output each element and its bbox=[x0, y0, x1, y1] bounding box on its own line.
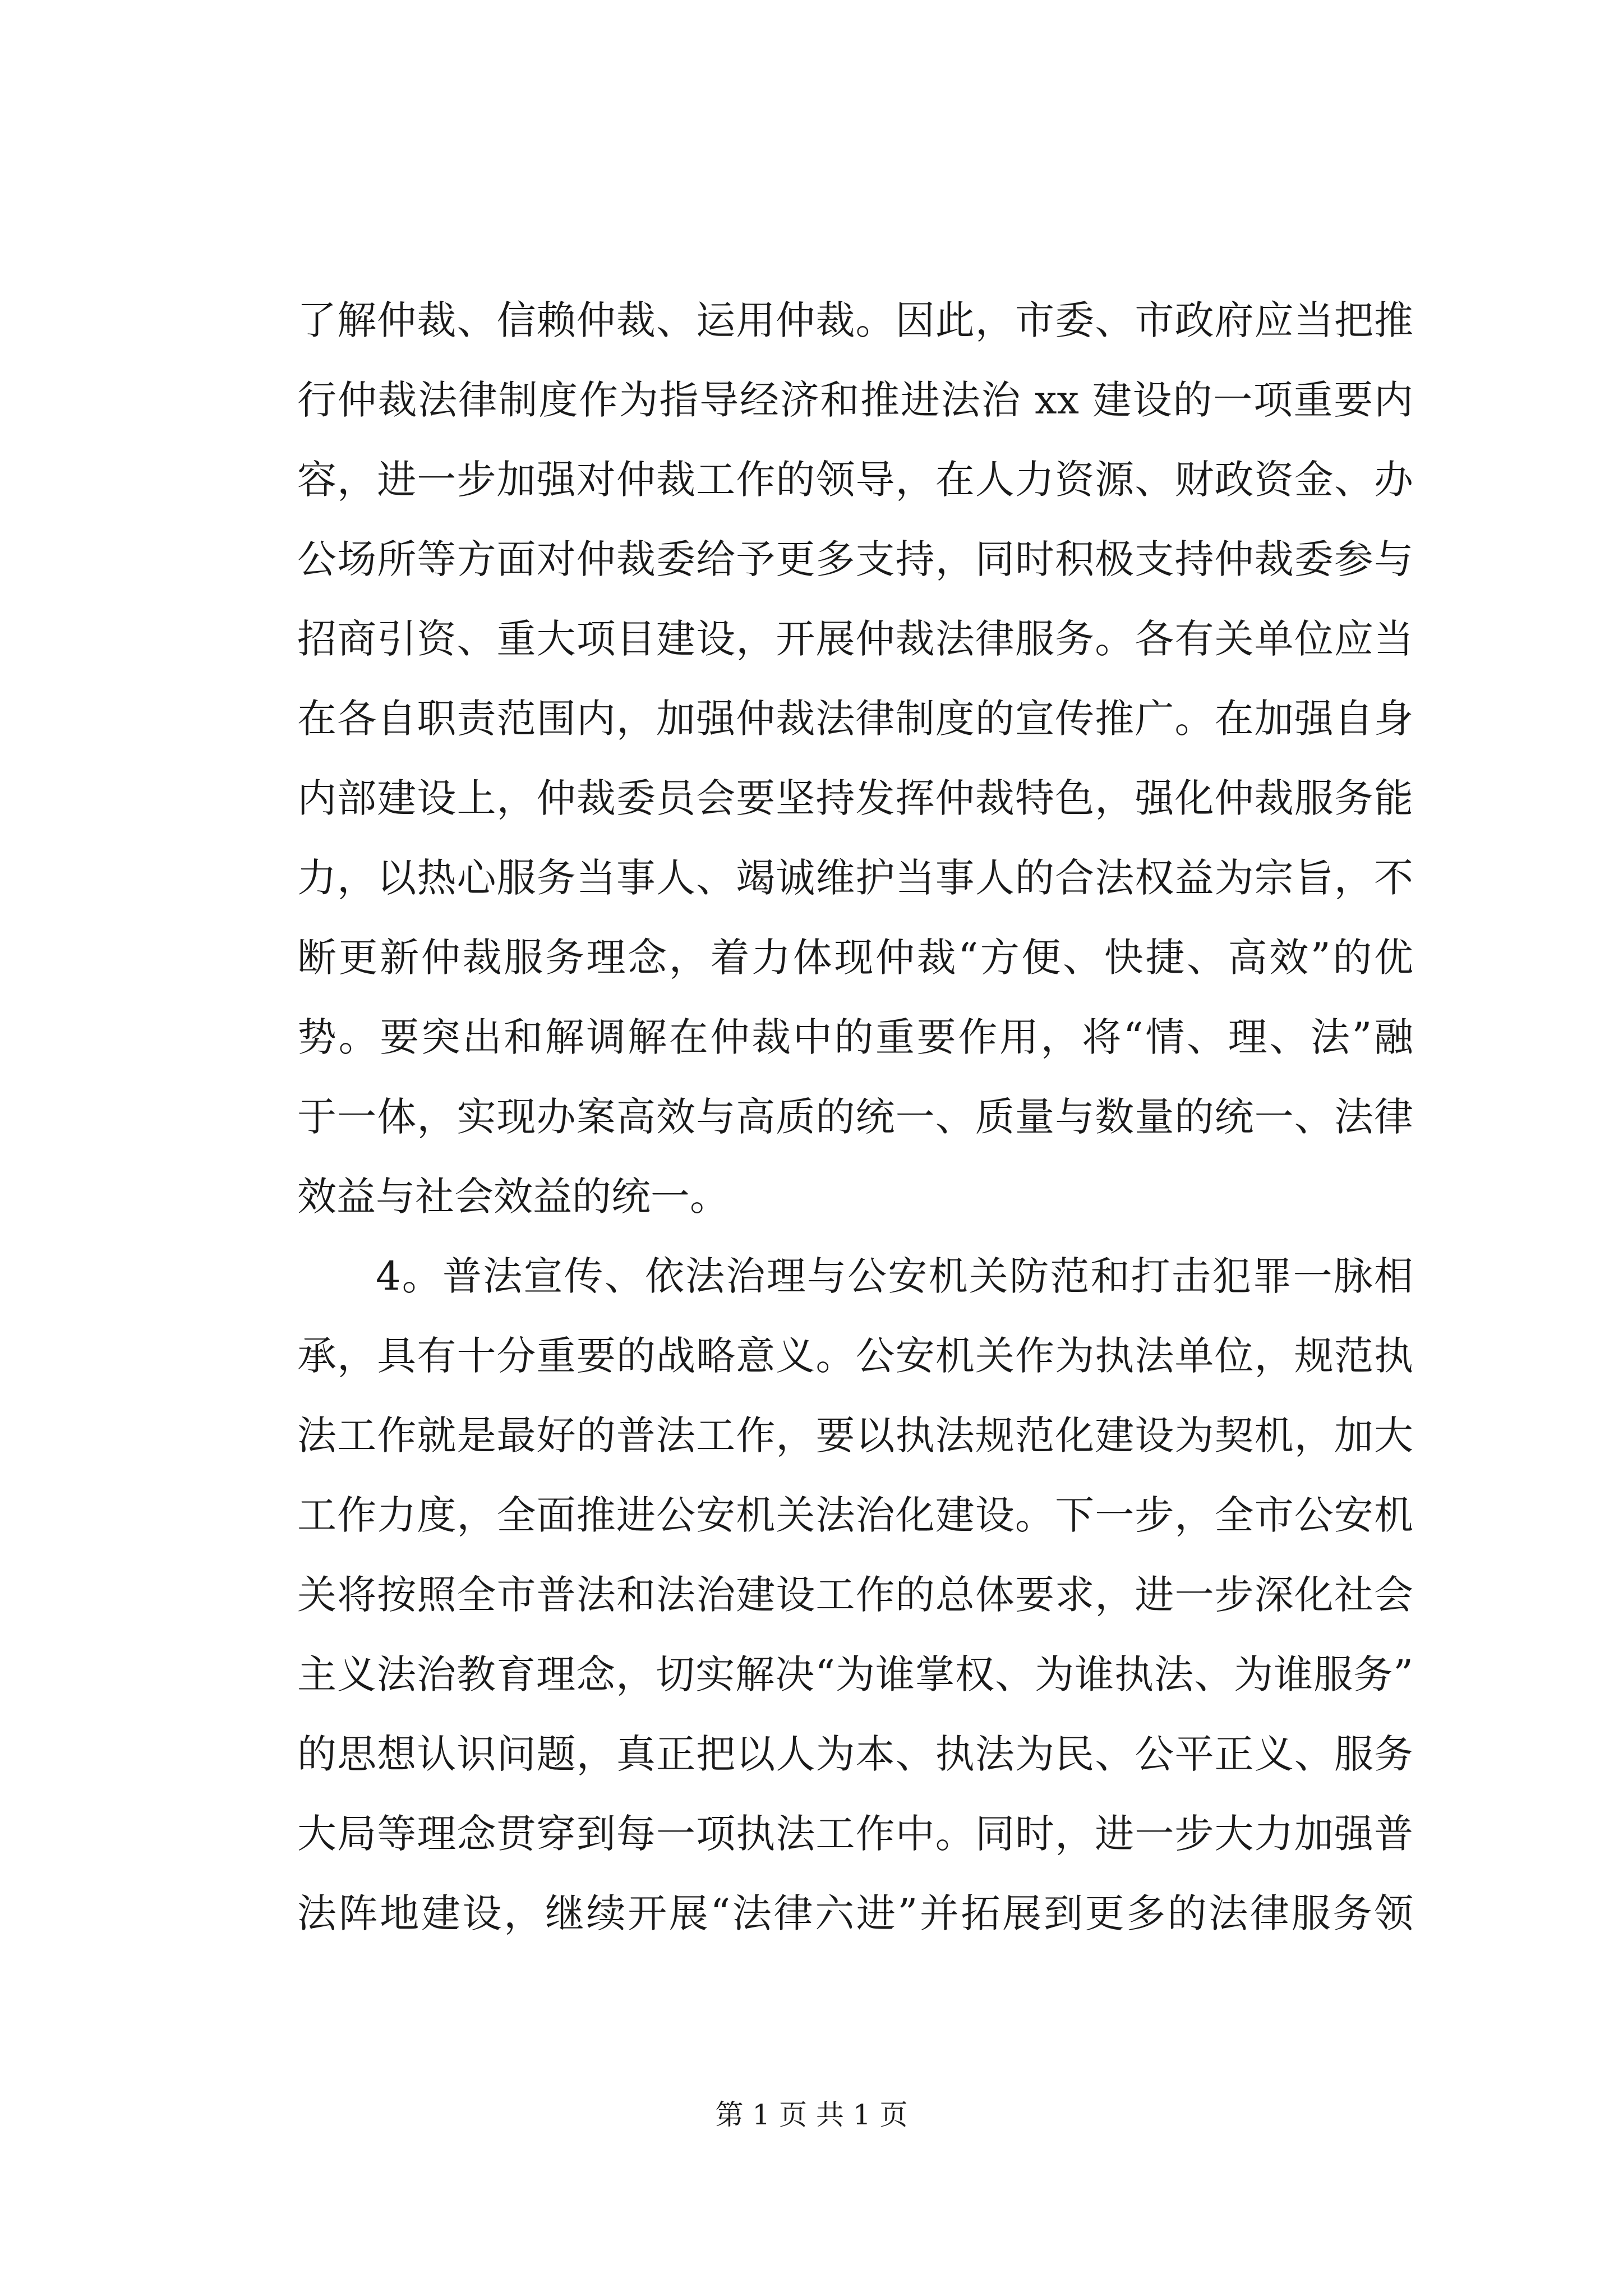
text-line: 承，具有十分重要的战略意义。公安机关作为执法单位，规范执 bbox=[297, 1333, 1413, 1379]
text-line: 内部建设上，仲裁委员会要坚持发挥仲裁特色，强化仲裁服务能 bbox=[297, 775, 1413, 821]
text-line: 大局等理念贯穿到每一项执法工作中。同时，进一步大力加强普 bbox=[297, 1811, 1413, 1857]
text-line: 行仲裁法律制度作为指导经济和推进法治 xx 建设的一项重要内 bbox=[297, 377, 1413, 423]
text-line: 法工作就是最好的普法工作，要以执法规范化建设为契机，加大 bbox=[297, 1412, 1413, 1458]
text-line: 断更新仲裁服务理念，着力体现仲裁“方便、快捷、高效”的优 bbox=[297, 935, 1413, 981]
text-line: 招商引资、重大项目建设，开展仲裁法律服务。各有关单位应当 bbox=[297, 616, 1413, 662]
text-line: 关将按照全市普法和法治建设工作的总体要求，进一步深化社会 bbox=[297, 1572, 1413, 1618]
text-line: 公场所等方面对仲裁委给予更多支持，同时积极支持仲裁委参与 bbox=[297, 536, 1413, 582]
page-footer bbox=[0, 2098, 1623, 2132]
text-line: 力，以热心服务当事人、竭诚维护当事人的合法权益为宗旨，不 bbox=[297, 855, 1413, 901]
text-line: 了解仲裁、信赖仲裁、运用仲裁。因此，市委、市政府应当把推 bbox=[297, 297, 1413, 343]
text-line: 于一体，实现办案高效与高质的统一、质量与数量的统一、法律 bbox=[297, 1094, 1413, 1140]
text-line: 容，进一步加强对仲裁工作的领导，在人力资源、财政资金、办 bbox=[297, 457, 1413, 503]
text-line: 的思想认识问题，真正把以人为本、执法为民、公平正义、服务 bbox=[297, 1731, 1413, 1777]
text-line: 工作力度，全面推进公安机关法治化建设。下一步，全市公安机 bbox=[297, 1492, 1413, 1538]
body-text bbox=[297, 280, 1413, 1953]
text-line: 效益与社会效益的统一。 bbox=[297, 1174, 729, 1220]
text-line: 4。普法宣传、依法治理与公安机关防范和打击犯罪一脉相 bbox=[376, 1253, 1413, 1299]
page-number-label: 第 1 页 共 1 页 bbox=[715, 2099, 908, 2131]
text-line: 法阵地建设，继续开展“法律六进”并拓展到更多的法律服务领 bbox=[297, 1890, 1413, 1936]
text-line: 势。要突出和解调解在仲裁中的重要作用，将“情、理、法”融 bbox=[297, 1014, 1413, 1060]
text-line: 主义法治教育理念，切实解决“为谁掌权、为谁执法、为谁服务” bbox=[297, 1651, 1413, 1697]
text-line: 在各自职责范围内，加强仲裁法律制度的宣传推广。在加强自身 bbox=[297, 696, 1413, 742]
